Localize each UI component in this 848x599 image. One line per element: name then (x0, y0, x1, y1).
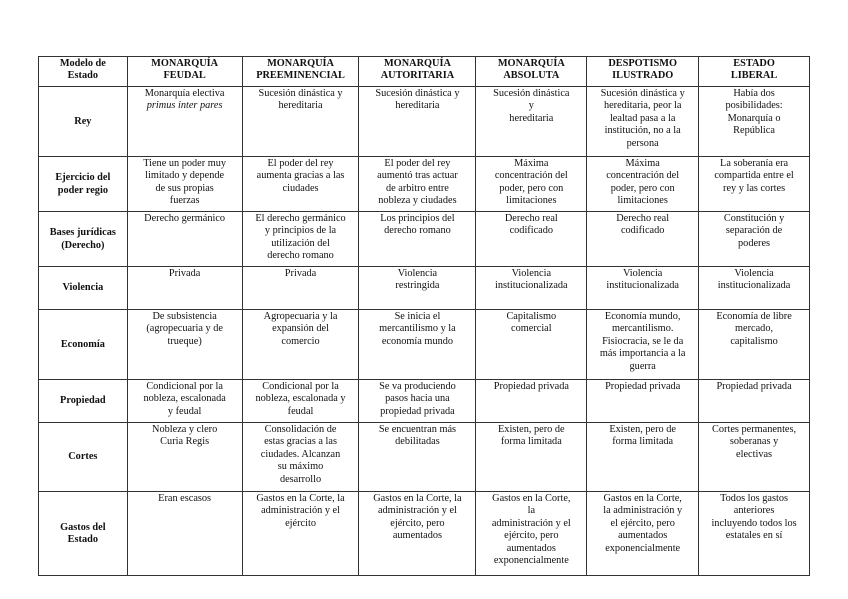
table-cell: Gastos en la Corte, la administración y el ejército, pero aumentados (359, 492, 476, 576)
table-cell: Propiedad privada (476, 380, 587, 423)
table-row-ejercicio (39, 157, 810, 212)
table-row-bases-juridicas (39, 212, 810, 267)
table-cell: El poder del rey aumentó tras actuar de arbitro entre nobleza y ciudades (359, 157, 476, 212)
table-cell: Gastos en la Corte, la administración y el ejército (242, 492, 359, 576)
row-label: Violencia (39, 267, 128, 310)
table-cell: Violencia institucionalizada (587, 267, 699, 310)
table-cell: Privada (242, 267, 359, 310)
row-label: Gastos del Estado (39, 492, 128, 576)
table-cell: Propiedad privada (699, 380, 810, 423)
table-cell: Había dos posibilidades: Monarquía o República (699, 87, 810, 157)
table-cell: Sucesión dinástica y hereditaria, peor la lealtad pasa a la institución, no a la persona (587, 87, 699, 157)
table-row-economia (39, 310, 810, 380)
header-monarquia-feudal: MONARQUÍA FEUDAL (127, 57, 242, 87)
table-row-propiedad (39, 380, 810, 423)
table-cell: Propiedad privada (587, 380, 699, 423)
row-label: Rey (39, 87, 128, 157)
table-cell: Monarquía electiva primus inter pares (127, 87, 242, 157)
table-cell: Tiene un poder muy limitado y depende de sus propias fuerzas (127, 157, 242, 212)
table-cell: Eran escasos (127, 492, 242, 576)
table-cell: Sucesión dinástica y hereditaria (359, 87, 476, 157)
header-monarquia-preeminencial: MONARQUÍA PREEMINENCIAL (242, 57, 359, 87)
table-cell: Violencia institucionalizada (476, 267, 587, 310)
table-cell: Sucesión dinástica y hereditaria (476, 87, 587, 157)
table-cell: Consolidación de estas gracias a las ciudades. Alcanzan su máximo desarrollo (242, 423, 359, 492)
table-cell: Derecho real codificado (476, 212, 587, 267)
table-cell: Privada (127, 267, 242, 310)
table-cell: La soberanía era compartida entre el rey y las cortes (699, 157, 810, 212)
table-cell: Gastos en la Corte, la administración y el ejército, pero aumentados exponencialmente (587, 492, 699, 576)
header-monarquia-autoritaria: MONARQUÍA AUTORITARIA (359, 57, 476, 87)
row-label: Ejercicio del poder regio (39, 157, 128, 212)
table-cell: Sucesión dinástica y hereditaria (242, 87, 359, 157)
table-cell: Cortes permanentes, soberanas y electivas (699, 423, 810, 492)
table-cell: Existen, pero de forma limitada (476, 423, 587, 492)
table-row-cortes (39, 423, 810, 492)
row-label: Propiedad (39, 380, 128, 423)
table-cell: Agropecuaria y la expansión del comercio (242, 310, 359, 380)
table-cell: Los principios del derecho romano (359, 212, 476, 267)
table-cell: Capitalismo comercial (476, 310, 587, 380)
state-models-table (38, 56, 810, 576)
table-cell: Constitución y separación de poderes (699, 212, 810, 267)
table-cell: De subsistencia (agropecuaria y de trueque) (127, 310, 242, 380)
table-cell: Condicional por la nobleza, escalonada y feudal (242, 380, 359, 423)
header-modelo: Modelo de Estado (39, 57, 128, 87)
table-cell: Nobleza y clero Curia Regis (127, 423, 242, 492)
table-cell: Existen, pero de forma limitada (587, 423, 699, 492)
table-row-violencia (39, 267, 810, 310)
table-cell: Economía mundo, mercantilismo. Fisiocracia, se le da más importancia a la guerra (587, 310, 699, 380)
table-cell: Máxima concentración del poder, pero con limitaciones (587, 157, 699, 212)
table-cell: Se inicia el mercantilismo y la economía mundo (359, 310, 476, 380)
header-despotismo-ilustrado: DESPOTISMO ILUSTRADO (587, 57, 699, 87)
table-cell: El derecho germánico y principios de la utilización del derecho romano (242, 212, 359, 267)
table-cell: Gastos en la Corte, la administración y el ejército, pero aumentados exponencialmente (476, 492, 587, 576)
table-row-gastos (39, 492, 810, 576)
table-cell: Condicional por la nobleza, escalonada y feudal (127, 380, 242, 423)
table-cell: Economía de libre mercado, capitalismo (699, 310, 810, 380)
table-cell: Derecho germánico (127, 212, 242, 267)
table-cell: Violencia restringida (359, 267, 476, 310)
table-cell: Derecho real codificado (587, 212, 699, 267)
table-cell: Máxima concentración del poder, pero con limitaciones (476, 157, 587, 212)
table-cell: Se encuentran más debilitadas (359, 423, 476, 492)
table-cell: Todos los gastos anteriores incluyendo todos los estatales en sí (699, 492, 810, 576)
row-label: Cortes (39, 423, 128, 492)
row-label: Bases jurídicas (Derecho) (39, 212, 128, 267)
row-label: Economía (39, 310, 128, 380)
table-cell: Violencia institucionalizada (699, 267, 810, 310)
header-estado-liberal: ESTADO LIBERAL (699, 57, 810, 87)
header-row (39, 57, 810, 87)
table-cell: Se va produciendo pasos hacia una propiedad privada (359, 380, 476, 423)
table-cell: El poder del rey aumenta gracias a las ciudades (242, 157, 359, 212)
table-row-rey (39, 87, 810, 157)
header-monarquia-absoluta: MONARQUÍA ABSOLUTA (476, 57, 587, 87)
